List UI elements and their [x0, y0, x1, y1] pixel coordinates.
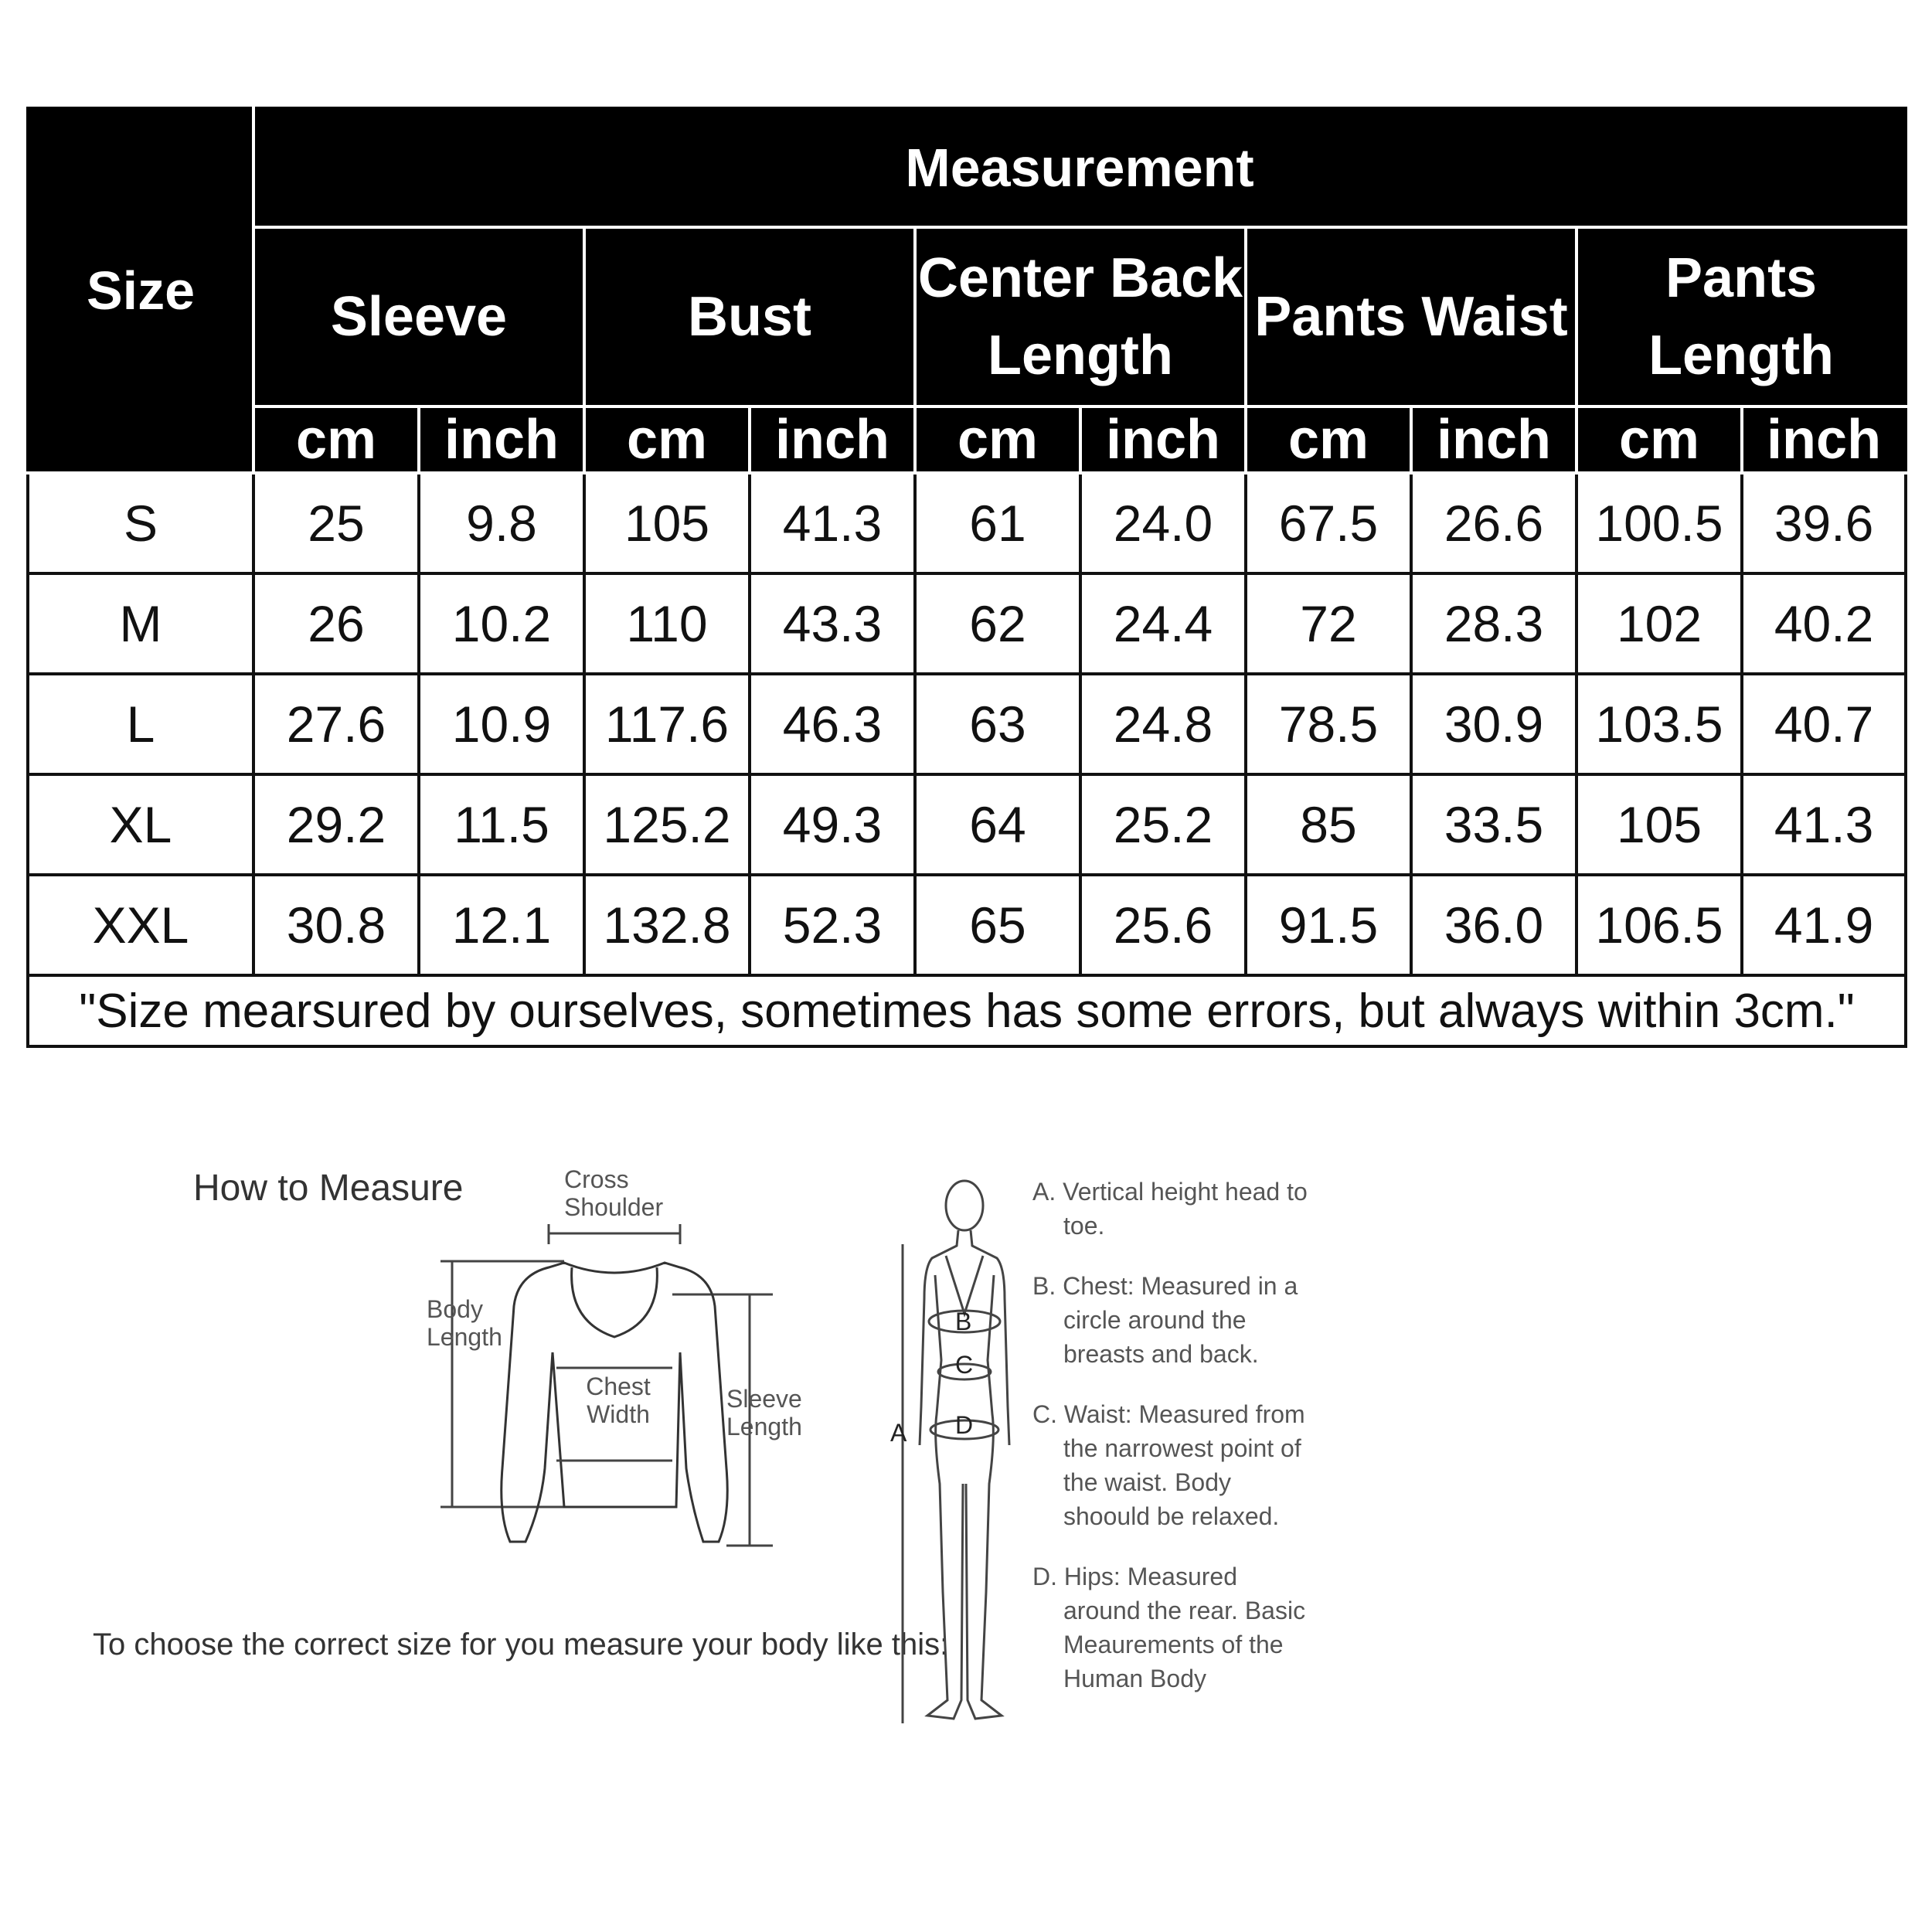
group-header: Bust: [584, 227, 915, 406]
value-cell: 30.8: [253, 875, 419, 975]
value-cell: 10.9: [419, 674, 584, 774]
value-cell: 11.5: [419, 774, 584, 875]
unit-header: cm: [1246, 406, 1411, 473]
marker-d: D: [955, 1411, 974, 1439]
unit-header: cm: [584, 406, 750, 473]
value-cell: 41.9: [1742, 875, 1906, 975]
value-cell: 12.1: [419, 875, 584, 975]
value-cell: 106.5: [1577, 875, 1742, 975]
value-cell: 64: [915, 774, 1080, 875]
value-cell: 24.0: [1080, 473, 1246, 573]
group-header: Sleeve: [253, 227, 584, 406]
unit-header: inch: [1080, 406, 1246, 473]
value-cell: 103.5: [1577, 674, 1742, 774]
value-cell: 65: [915, 875, 1080, 975]
cross-shoulder-label: Cross Shoulder: [564, 1165, 664, 1221]
unit-header: cm: [253, 406, 419, 473]
measurement-note: C. Waist: Measured from the narrowest point of the waist. Body shoould be relaxed.: [1032, 1400, 1305, 1530]
value-cell: 72: [1246, 573, 1411, 674]
size-cell: XXL: [28, 875, 253, 975]
value-cell: 26.6: [1411, 473, 1577, 573]
measurement-disclaimer: "Size mearsured by ourselves, sometimes has some errors, but always within 3cm.": [28, 975, 1906, 1046]
how-to-measure-title: How to Measure: [193, 1168, 464, 1209]
size-column-header: Size: [28, 108, 253, 473]
group-header: Pants Waist: [1246, 227, 1577, 406]
body-length-label: Body Length: [427, 1295, 502, 1351]
value-cell: 52.3: [750, 875, 915, 975]
group-header: Center Back Length: [915, 227, 1246, 406]
value-cell: 41.3: [750, 473, 915, 573]
table-row: [28, 573, 1906, 674]
value-cell: 25: [253, 473, 419, 573]
value-cell: 39.6: [1742, 473, 1906, 573]
measurement-notes: [1032, 1175, 1311, 1722]
measurement-note: A. Vertical height head to toe.: [1032, 1178, 1308, 1240]
unit-header: cm: [915, 406, 1080, 473]
value-cell: 10.2: [419, 573, 584, 674]
value-cell: 49.3: [750, 774, 915, 875]
value-cell: 91.5: [1246, 875, 1411, 975]
size-cell: M: [28, 573, 253, 674]
measurement-header: Measurement: [253, 108, 1906, 227]
value-cell: 40.7: [1742, 674, 1906, 774]
table-row: [28, 774, 1906, 875]
value-cell: 105: [584, 473, 750, 573]
value-cell: 67.5: [1246, 473, 1411, 573]
value-cell: 62: [915, 573, 1080, 674]
value-cell: 102: [1577, 573, 1742, 674]
value-cell: 33.5: [1411, 774, 1577, 875]
value-cell: 27.6: [253, 674, 419, 774]
unit-header: inch: [419, 406, 584, 473]
measure-hint: To choose the correct size for you measure your body like this:: [93, 1628, 949, 1662]
size-cell: XL: [28, 774, 253, 875]
value-cell: 36.0: [1411, 875, 1577, 975]
value-cell: 28.3: [1411, 573, 1577, 674]
measurement-note: D. Hips: Measured around the rear. Basic Meaurements of the Human Body: [1032, 1563, 1306, 1692]
value-cell: 30.9: [1411, 674, 1577, 774]
value-cell: 78.5: [1246, 674, 1411, 774]
group-header: Pants Length: [1577, 227, 1906, 406]
size-cell: S: [28, 473, 253, 573]
measurement-note: B. Chest: Measured in a circle around the breasts and back.: [1032, 1272, 1298, 1368]
value-cell: 132.8: [584, 875, 750, 975]
value-cell: 125.2: [584, 774, 750, 875]
table-row: [28, 674, 1906, 774]
value-cell: 40.2: [1742, 573, 1906, 674]
value-cell: 43.3: [750, 573, 915, 674]
value-cell: 29.2: [253, 774, 419, 875]
value-cell: 24.4: [1080, 573, 1246, 674]
sleeve-length-label: Sleeve Length: [726, 1385, 802, 1440]
value-cell: 24.8: [1080, 674, 1246, 774]
marker-a: A: [890, 1419, 907, 1447]
value-cell: 25.6: [1080, 875, 1246, 975]
table-row: [28, 473, 1906, 573]
value-cell: 117.6: [584, 674, 750, 774]
table-row: [28, 875, 1906, 975]
value-cell: 85: [1246, 774, 1411, 875]
value-cell: 46.3: [750, 674, 915, 774]
value-cell: 61: [915, 473, 1080, 573]
value-cell: 100.5: [1577, 473, 1742, 573]
chest-width-label: Chest Width: [586, 1372, 651, 1428]
unit-header: inch: [1411, 406, 1577, 473]
body-diagram: [881, 1159, 1036, 1747]
value-cell: 41.3: [1742, 774, 1906, 875]
value-cell: 110: [584, 573, 750, 674]
size-cell: L: [28, 674, 253, 774]
marker-c: C: [955, 1351, 974, 1379]
unit-header: cm: [1577, 406, 1742, 473]
value-cell: 105: [1577, 774, 1742, 875]
value-cell: 25.2: [1080, 774, 1246, 875]
value-cell: 9.8: [419, 473, 584, 573]
marker-b: B: [955, 1308, 972, 1335]
unit-header: inch: [1742, 406, 1906, 473]
unit-header: inch: [750, 406, 915, 473]
value-cell: 26: [253, 573, 419, 674]
value-cell: 63: [915, 674, 1080, 774]
size-chart-table: [26, 107, 1907, 1048]
